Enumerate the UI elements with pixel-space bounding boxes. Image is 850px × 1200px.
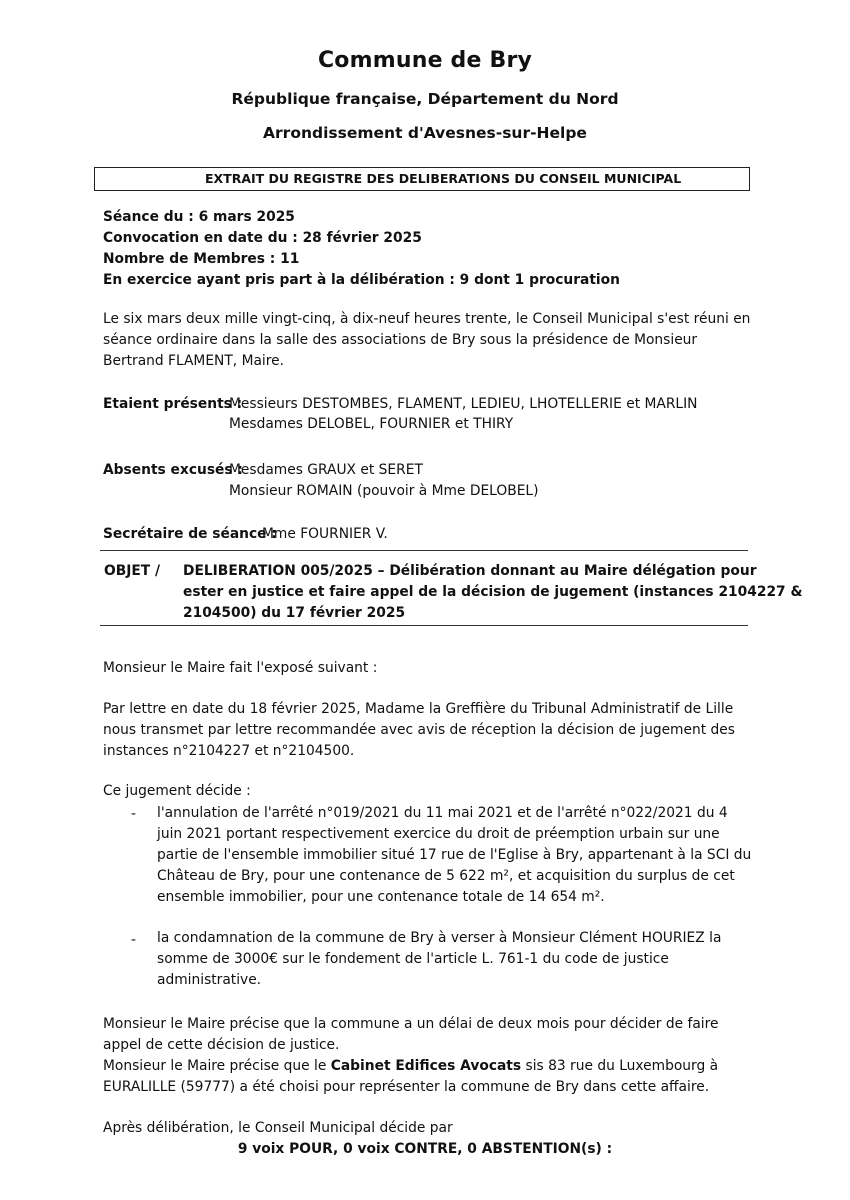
presents-label: Etaient présents : [103, 396, 243, 412]
objet-line: 2104500) du 17 février 2025 [183, 605, 406, 621]
expose-line [103, 658, 748, 679]
presents-line: Mesdames DELOBEL, FOURNIER et THIRY [229, 416, 514, 432]
apres-text: Après délibération, le Conseil Municipal décide par [103, 1120, 453, 1136]
delai-line: Monsieur le Maire précise que la commune a un délai de deux mois pour décider de faire [103, 1016, 719, 1032]
cabinet-name: Cabinet Edifices Avocats [330, 1058, 522, 1074]
lettre-line: nous transmet par lettre recommandée avec avis de réception la décision de jugement des [103, 722, 735, 738]
intro-line: séance ordinaire dans la salle des associations de Bry sous la présidence de Monsieur [103, 332, 698, 348]
intro-line: Le six mars deux mille vingt-cinq, à dix-neuf heures trente, le Conseil Municipal s'est réuni en [103, 311, 751, 327]
cabinet-post: sis 83 rue du Luxembourg à [521, 1058, 719, 1074]
bullet-item-condamnation [157, 928, 749, 991]
membres-count: Nombre de Membres : 11 [103, 251, 300, 267]
expose-text: Monsieur le Maire fait l'exposé suivant : [103, 660, 378, 676]
bullet-dash: - [131, 806, 136, 822]
bullet-line: partie de l'ensemble immobilier situé 17 rue de l'Eglise à Bry, appartenant à la SCI du [157, 847, 752, 863]
republic-subtitle: République française, Département du Nord [231, 90, 619, 108]
bullet-line: administrative. [157, 972, 262, 988]
intro-line: Bertrand FLAMENT, Maire. [103, 353, 285, 369]
secretaire-label: Secrétaire de séance : [103, 526, 277, 542]
lettre-paragraph [103, 699, 748, 762]
cabinet-pre: Monsieur le Maire précise que le [103, 1058, 331, 1074]
absents-label: Absents excusés : [103, 462, 243, 478]
objet-label: OBJET / [104, 563, 161, 579]
lettre-line: Par lettre en date du 18 février 2025, Madame la Greffière du Tribunal Administratif de Lille [103, 701, 734, 717]
bullet-line: juin 2021 portant respectivement exercice du droit de préemption urbain sur une [157, 826, 720, 842]
delai-line: appel de cette décision de justice. [103, 1037, 340, 1053]
secretaire-value: Mme FOURNIER V. [262, 526, 388, 542]
convocation-date: Convocation en date du : 28 février 2025 [103, 230, 422, 246]
meeting-info [103, 207, 620, 291]
delai-paragraph [103, 1014, 748, 1098]
bullet-line: ensemble immobilier, pour une contenance totale de 14 654 m². [157, 889, 605, 905]
register-label: EXTRAIT DU REGISTRE DES DELIBERATIONS DU CONSEIL MUNICIPAL [205, 171, 682, 186]
intro-paragraph [103, 309, 751, 372]
bullet-line: Château de Bry, pour une contenance de 5 622 m², et acquisition du surplus de cet [157, 868, 735, 884]
bullet-line: somme de 3000€ sur le fondement de l'article L. 761-1 du code de justice [157, 951, 669, 967]
vote-result: 9 voix POUR, 0 voix CONTRE, 0 ABSTENTION(s) : [237, 1141, 613, 1157]
commune-title: Commune de Bry [317, 48, 533, 73]
cabinet-line [103, 1056, 748, 1077]
cabinet-line-2: EURALILLE (59777) a été choisi pour représenter la commune de Bry dans cette affaire. [103, 1079, 710, 1095]
bullet-dash: - [131, 932, 136, 948]
absents-line: Monsieur ROMAIN (pouvoir à Mme DELOBEL) [229, 483, 539, 499]
jugement-intro [103, 781, 748, 802]
jugement-intro-text: Ce jugement décide : [103, 783, 251, 799]
register-banner [94, 167, 750, 191]
bullet-item-annulation [157, 803, 752, 908]
seance-date: Séance du : 6 mars 2025 [103, 209, 295, 225]
exercice-count: En exercice ayant pris part à la délibération : 9 dont 1 procuration [103, 272, 620, 288]
objet-line: DELIBERATION 005/2025 – Délibération donnant au Maire délégation pour [183, 563, 757, 579]
bullet-line: la condamnation de la commune de Bry à verser à Monsieur Clément HOURIEZ la [157, 930, 722, 946]
objet-top-rule [100, 550, 748, 551]
objet-line: ester en justice et faire appel de la décision de jugement (instances 2104227 & [183, 584, 803, 600]
lettre-line: instances n°2104227 et n°2104500. [103, 743, 355, 759]
arrondissement-subtitle: Arrondissement d'Avesnes-sur-Helpe [263, 124, 587, 142]
presents-line: Messieurs DESTOMBES, FLAMENT, LEDIEU, LHOTELLERIE et MARLIN [229, 396, 698, 412]
objet-bottom-rule [100, 625, 748, 626]
bullet-line: l'annulation de l'arrêté n°019/2021 du 11 mai 2021 et de l'arrêté n°022/2021 du 4 [157, 805, 728, 821]
absents-line: Mesdames GRAUX et SERET [229, 462, 423, 478]
objet-text [183, 561, 803, 624]
apres-paragraph [103, 1118, 748, 1139]
